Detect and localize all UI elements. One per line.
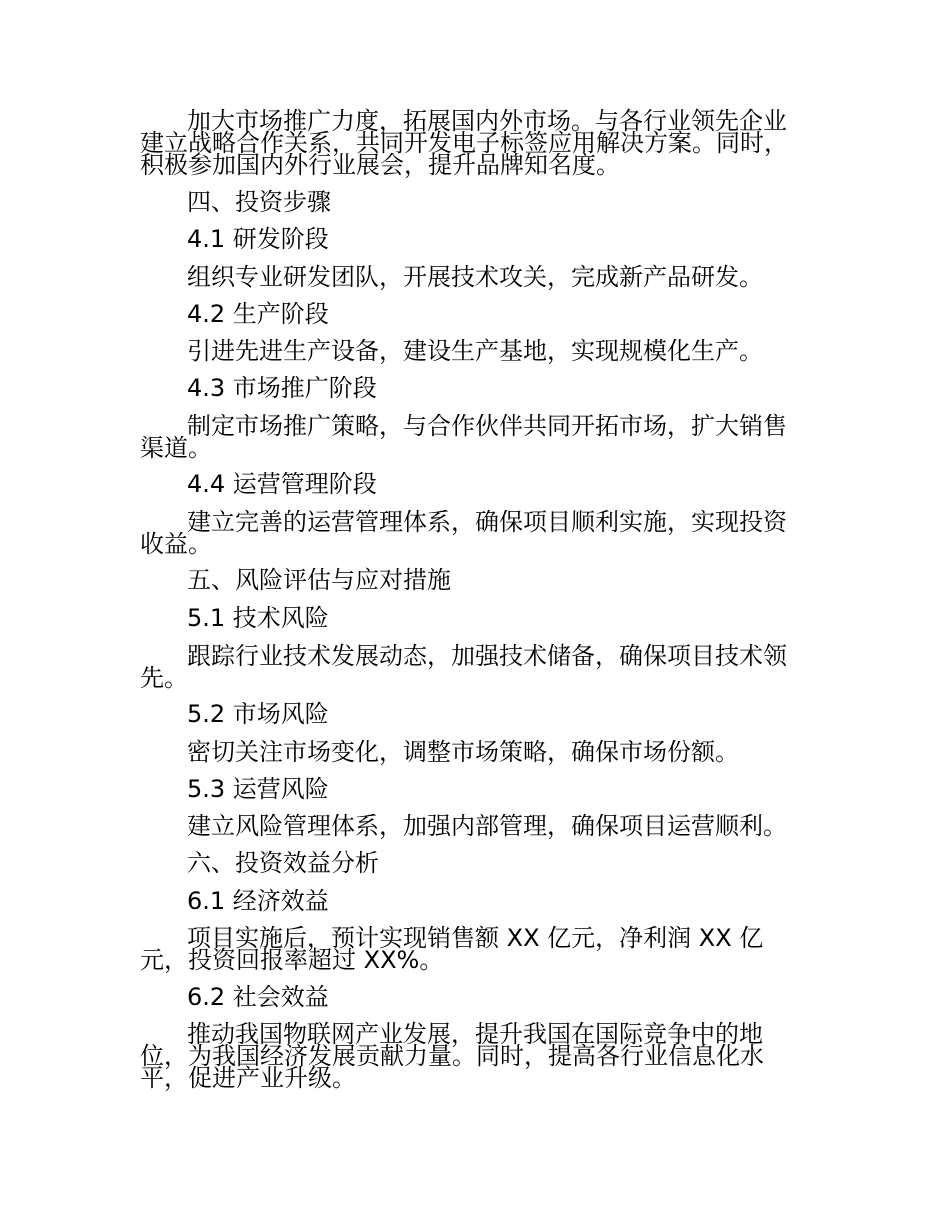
paragraph-line: 引进先进生产设备，建设生产基地，实现规模化生产。 xyxy=(187,337,763,365)
paragraph-line: 建立战略合作关系，共同开发电子标签应用解决方案。同时， xyxy=(140,129,788,157)
paragraph-line: 跟踪行业技术发展动态，加强技术储备，确保项目技术领 xyxy=(187,642,787,670)
paragraph-line: 积极参加国内外行业展会，提升品牌知名度。 xyxy=(140,151,620,179)
subsection-heading: 6.2 社会效益 xyxy=(187,983,329,1011)
paragraph-line: 建立风险管理体系，加强内部管理，确保项目运营顺利。 xyxy=(187,812,787,840)
paragraph-line: 建立完善的运营管理体系，确保项目顺利实施，实现投资 xyxy=(187,508,787,536)
paragraph-line: 先。 xyxy=(140,664,188,692)
subsection-heading: 4.2 生产阶段 xyxy=(187,300,329,328)
subsection-heading: 4.1 研发阶段 xyxy=(187,225,329,253)
section-heading: 四、投资步骤 xyxy=(187,188,331,216)
paragraph-line: 制定市场推广策略，与合作伙伴共同开拓市场，扩大销售 xyxy=(187,412,787,440)
paragraph-line: 位，为我国经济发展贡献力量。同时，提高各行业信息化水 xyxy=(140,1042,764,1070)
paragraph-line: 渠道。 xyxy=(140,434,212,462)
section-heading: 六、投资效益分析 xyxy=(187,849,379,877)
paragraph-line: 密切关注市场变化，调整市场策略，确保市场份额。 xyxy=(187,738,739,766)
subsection-heading: 5.2 市场风险 xyxy=(187,700,329,728)
paragraph-line: 平，促进产业升级。 xyxy=(140,1064,356,1092)
paragraph-line: 项目实施后，预计实现销售额 XX 亿元，净利润 XX 亿 xyxy=(187,924,764,952)
section-heading: 五、风险评估与应对措施 xyxy=(187,566,451,594)
subsection-heading: 5.3 运营风险 xyxy=(187,775,329,803)
subsection-heading: 6.1 经济效益 xyxy=(187,887,329,915)
subsection-heading: 4.3 市场推广阶段 xyxy=(187,374,377,402)
paragraph-line: 推动我国物联网产业发展，提升我国在国际竞争中的地 xyxy=(187,1020,763,1048)
subsection-heading: 4.4 运营管理阶段 xyxy=(187,470,377,498)
paragraph-line: 元，投资回报率超过 XX%。 xyxy=(140,946,444,974)
subsection-heading: 5.1 技术风险 xyxy=(187,604,329,632)
paragraph-line: 收益。 xyxy=(140,530,212,558)
paragraph-line: 组织专业研发团队，开展技术攻关，完成新产品研发。 xyxy=(187,263,763,291)
paragraph-line: 加大市场推广力度，拓展国内外市场。与各行业领先企业 xyxy=(187,107,787,135)
